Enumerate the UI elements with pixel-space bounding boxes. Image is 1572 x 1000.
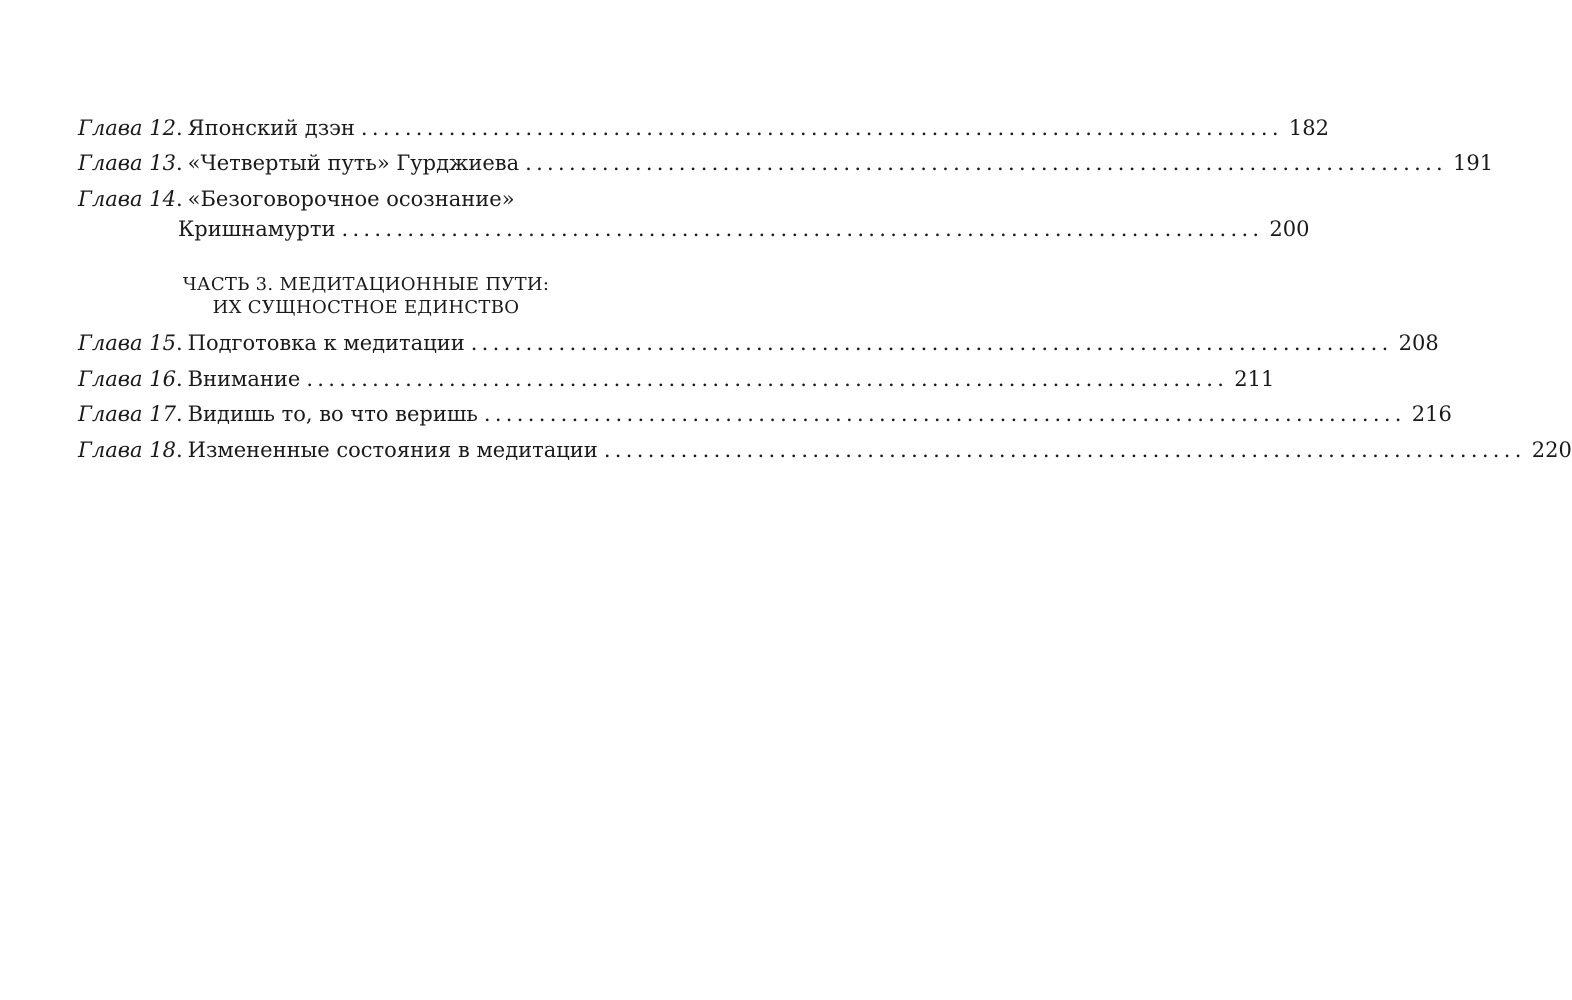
toc-entry-chapter-14-continuation bbox=[178, 211, 1310, 247]
label-separator: . bbox=[175, 151, 183, 175]
page-number: 208 bbox=[1398, 331, 1439, 355]
chapter-title: Японский дзэн bbox=[187, 116, 355, 140]
chapter-title: «Безоговорочное осознание» bbox=[187, 187, 515, 211]
chapter-title-continuation: Кришнамурти bbox=[178, 217, 336, 241]
label-separator: . bbox=[175, 331, 183, 355]
chapter-label: Глава 17 bbox=[78, 402, 176, 426]
label-separator: . bbox=[175, 187, 183, 211]
dot-leader: .................................................................................... bbox=[470, 331, 1393, 355]
toc-entry-chapter-15 bbox=[78, 325, 1439, 361]
chapter-title: Подготовка к медитации bbox=[187, 331, 465, 355]
dot-leader: .................................................................................... bbox=[341, 217, 1264, 241]
label-separator: . bbox=[175, 367, 183, 391]
part-heading bbox=[78, 273, 654, 319]
page-number: 216 bbox=[1411, 402, 1452, 426]
dot-leader: .................................................................................... bbox=[483, 402, 1406, 426]
chapter-label: Глава 16 bbox=[78, 367, 176, 391]
dot-leader: .................................................................................... bbox=[360, 116, 1283, 140]
label-separator: . bbox=[175, 438, 183, 462]
page-number: 220 bbox=[1531, 438, 1572, 462]
chapter-label: Глава 12 bbox=[78, 116, 176, 140]
page-number: 200 bbox=[1269, 217, 1310, 241]
toc-entry-chapter-12 bbox=[78, 110, 1329, 146]
dot-leader: .................................................................................... bbox=[603, 438, 1526, 462]
toc-entry-chapter-18 bbox=[78, 432, 1572, 468]
chapter-title: Внимание bbox=[187, 367, 301, 391]
toc-entry-chapter-16 bbox=[78, 361, 1275, 397]
chapter-label: Глава 15 bbox=[78, 331, 176, 355]
page-number: 211 bbox=[1234, 367, 1275, 391]
chapter-label: Глава 13 bbox=[78, 151, 176, 175]
label-separator: . bbox=[175, 402, 183, 426]
toc-entry-chapter-13 bbox=[78, 145, 1494, 181]
toc-entry-chapter-17 bbox=[78, 396, 1452, 432]
label-separator: . bbox=[175, 116, 183, 140]
chapter-title: «Четвертый путь» Гурджиева bbox=[187, 151, 520, 175]
chapter-title: Видишь то, во что веришь bbox=[187, 402, 478, 426]
part-heading-line-2: ИХ СУЩНОСТНОЕ ЕДИНСТВО bbox=[212, 297, 520, 318]
dot-leader: .................................................................................... bbox=[306, 367, 1229, 391]
part-heading-line-1: ЧАСТЬ 3. МЕДИТАЦИОННЫЕ ПУТИ: bbox=[182, 274, 550, 295]
page-number: 182 bbox=[1288, 116, 1329, 140]
dot-leader: .................................................................................... bbox=[525, 151, 1448, 175]
chapter-title: Измененные состояния в медитации bbox=[187, 438, 598, 462]
page-number: 191 bbox=[1453, 151, 1494, 175]
chapter-label: Глава 18 bbox=[78, 438, 176, 462]
chapter-label: Глава 14 bbox=[78, 187, 176, 211]
